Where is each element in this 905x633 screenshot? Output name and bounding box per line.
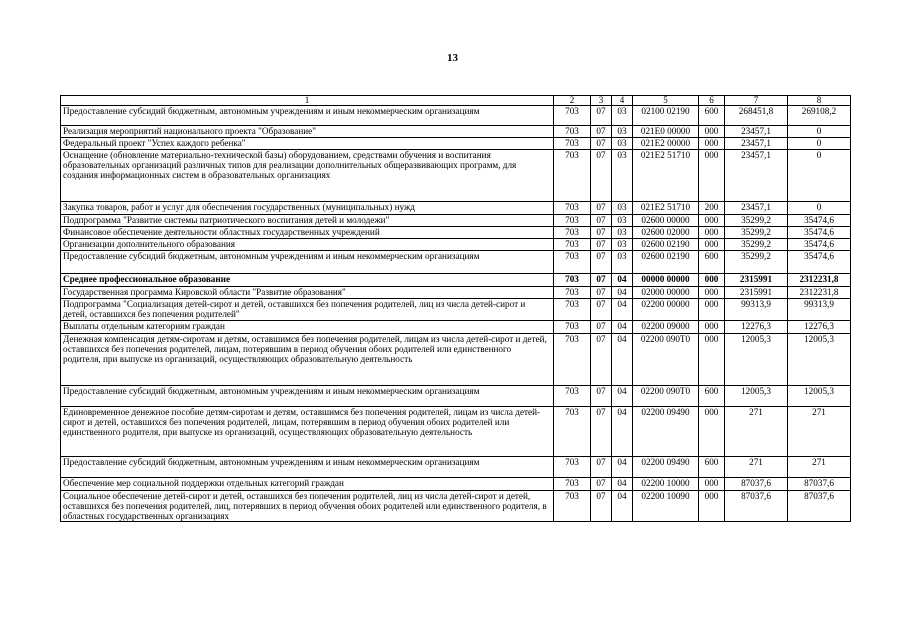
row-section-cell: 07 [591,215,612,227]
row-target-article-cell: 02600 02190 [633,251,699,274]
row-subsection-cell: 04 [612,407,633,457]
row-amount-year2-cell: 269108,2 [788,106,851,126]
row-amount-year2-cell: 0 [788,138,851,150]
row-subsection-cell: 04 [612,478,633,491]
row-expense-type-cell: 600 [699,457,725,478]
row-subsection-cell: 03 [612,251,633,274]
row-section-cell: 07 [591,407,612,457]
row-admin-code-cell: 703 [554,239,591,251]
header-cell-4: 4 [612,96,633,106]
row-subsection-cell: 03 [612,126,633,138]
row-section-cell: 07 [591,457,612,478]
row-expense-type-cell: 000 [699,299,725,321]
table-row [61,491,851,522]
row-amount-year2-cell: 12005,3 [788,386,851,407]
table-row [61,299,851,321]
row-amount-year1-cell: 35299,2 [725,215,788,227]
row-name-cell: Предоставление субсидий бюджетным, автономным учреждениям и иным некоммерческим организациям [61,106,554,126]
row-amount-year2-cell: 87037,6 [788,478,851,491]
row-section-cell: 07 [591,299,612,321]
row-target-article-cell: 02200 090Т0 [633,334,699,386]
row-amount-year2-cell: 12276,3 [788,321,851,334]
row-amount-year2-cell: 35474,6 [788,239,851,251]
row-amount-year2-cell: 271 [788,407,851,457]
row-amount-year1-cell: 35299,2 [725,227,788,239]
row-admin-code-cell: 703 [554,227,591,239]
row-expense-type-cell: 000 [699,407,725,457]
row-section-cell: 07 [591,202,612,215]
table-row [61,106,851,126]
row-admin-code-cell: 703 [554,106,591,126]
row-subsection-cell: 04 [612,491,633,522]
row-amount-year1-cell: 23457,1 [725,150,788,202]
row-admin-code-cell: 703 [554,274,591,287]
table-row [61,251,851,274]
row-section-cell: 07 [591,287,612,299]
row-amount-year1-cell: 35299,2 [725,239,788,251]
row-subsection-cell: 04 [612,386,633,407]
row-section-cell: 07 [591,334,612,386]
row-subsection-cell: 04 [612,287,633,299]
row-amount-year2-cell: 0 [788,126,851,138]
row-subsection-cell: 03 [612,150,633,202]
row-admin-code-cell: 703 [554,287,591,299]
row-admin-code-cell: 703 [554,478,591,491]
table-row [61,138,851,150]
header-cell-3: 3 [591,96,612,106]
row-section-cell: 07 [591,251,612,274]
table-row [61,407,851,457]
row-expense-type-cell: 000 [699,215,725,227]
row-amount-year2-cell: 271 [788,457,851,478]
row-name-cell: Среднее профессиональное образование [61,274,554,287]
row-section-cell: 07 [591,274,612,287]
table-row [61,215,851,227]
row-amount-year2-cell: 35474,6 [788,251,851,274]
row-section-cell: 07 [591,106,612,126]
row-amount-year1-cell: 87037,6 [725,491,788,522]
table-row [61,274,851,287]
row-amount-year1-cell: 12276,3 [725,321,788,334]
row-section-cell: 07 [591,386,612,407]
header-cell-7: 7 [725,96,788,106]
row-name-cell: Федеральный проект "Успех каждого ребенка" [61,138,554,150]
row-section-cell: 07 [591,239,612,251]
row-amount-year1-cell: 12005,3 [725,386,788,407]
row-target-article-cell: 02600 02190 [633,239,699,251]
row-amount-year2-cell: 35474,6 [788,215,851,227]
row-section-cell: 07 [591,491,612,522]
row-amount-year1-cell: 35299,2 [725,251,788,274]
table-row [61,239,851,251]
row-admin-code-cell: 703 [554,321,591,334]
row-admin-code-cell: 703 [554,138,591,150]
row-amount-year1-cell: 12005,3 [725,334,788,386]
row-section-cell: 07 [591,150,612,202]
row-amount-year2-cell: 0 [788,150,851,202]
table-row [61,202,851,215]
row-subsection-cell: 03 [612,202,633,215]
row-subsection-cell: 03 [612,239,633,251]
row-admin-code-cell: 703 [554,251,591,274]
row-subsection-cell: 04 [612,274,633,287]
row-amount-year2-cell: 0 [788,202,851,215]
row-section-cell: 07 [591,138,612,150]
row-amount-year1-cell: 2315991 [725,287,788,299]
row-target-article-cell: 021Е2 51710 [633,202,699,215]
row-amount-year2-cell: 35474,6 [788,227,851,239]
row-amount-year2-cell: 87037,6 [788,491,851,522]
row-target-article-cell: 021Е0 00000 [633,126,699,138]
row-name-cell: Подпрограмма "Развитие системы патриотического воспитания детей и молодежи" [61,215,554,227]
row-subsection-cell: 03 [612,138,633,150]
row-name-cell: Социальное обеспечение детей-сирот и детей, оставшихся без попечения родителей, лиц из числа детей-сирот и детей, оставшихся без попечения родителей, лиц, потерявших в период обучения обоих родителей или единственного родителя, в областных государственных организациях [61,491,554,522]
row-amount-year1-cell: 268451,8 [725,106,788,126]
row-section-cell: 07 [591,227,612,239]
table-row [61,227,851,239]
row-admin-code-cell: 703 [554,150,591,202]
row-amount-year2-cell: 99313,9 [788,299,851,321]
row-amount-year1-cell: 23457,1 [725,138,788,150]
budget-table [60,95,851,522]
row-target-article-cell: 02100 02190 [633,106,699,126]
row-name-cell: Организации дополнительного образования [61,239,554,251]
row-expense-type-cell: 000 [699,334,725,386]
row-target-article-cell: 02000 00000 [633,287,699,299]
row-amount-year2-cell: 2312231,8 [788,287,851,299]
row-amount-year1-cell: 23457,1 [725,202,788,215]
row-expense-type-cell: 000 [699,274,725,287]
row-name-cell: Обеспечение мер социальной поддержки отдельных категорий граждан [61,478,554,491]
row-name-cell: Реализация мероприятий национального проекта "Образование" [61,126,554,138]
row-name-cell: Предоставление субсидий бюджетным, автономным учреждениям и иным некоммерческим организациям [61,251,554,274]
row-name-cell: Предоставление субсидий бюджетным, автономным учреждениям и иным некоммерческим организациям [61,457,554,478]
row-expense-type-cell: 000 [699,126,725,138]
row-name-cell: Оснащение (обновление материально-технической базы) оборудованием, средствами обучения и воспитания образовательных организаций различных типов для реализации дополнительных общеразвивающих программ, для создания информационных систем в образовательных организациях [61,150,554,202]
row-section-cell: 07 [591,478,612,491]
row-admin-code-cell: 703 [554,126,591,138]
row-expense-type-cell: 000 [699,321,725,334]
row-expense-type-cell: 000 [699,287,725,299]
row-amount-year1-cell: 99313,9 [725,299,788,321]
row-subsection-cell: 04 [612,299,633,321]
row-expense-type-cell: 000 [699,478,725,491]
row-name-cell: Единовременное денежное пособие детям-сиротам и детям, оставшимся без попечения родителей, лицам из числа детей-сирот и детей, оставшихся без попечения родителей, лицам, потерявшим в период обучения обоих родителей или единственного родителя, при выпуске из организаций, осуществляющих образовательную деятельность [61,407,554,457]
row-admin-code-cell: 703 [554,457,591,478]
row-target-article-cell: 02200 09000 [633,321,699,334]
row-subsection-cell: 03 [612,215,633,227]
row-target-article-cell: 02200 090Т0 [633,386,699,407]
row-target-article-cell: 02200 10000 [633,478,699,491]
row-admin-code-cell: 703 [554,215,591,227]
budget-table-body [61,96,851,522]
row-subsection-cell: 04 [612,321,633,334]
page-number: 13 [447,52,458,64]
table-row [61,334,851,386]
row-subsection-cell: 03 [612,227,633,239]
row-expense-type-cell: 200 [699,202,725,215]
header-cell-1: 1 [61,96,554,106]
row-amount-year1-cell: 87037,6 [725,478,788,491]
row-admin-code-cell: 703 [554,407,591,457]
row-expense-type-cell: 000 [699,227,725,239]
row-target-article-cell: 02200 00000 [633,299,699,321]
row-target-article-cell: 02200 09490 [633,407,699,457]
row-expense-type-cell: 000 [699,150,725,202]
row-subsection-cell: 03 [612,106,633,126]
row-admin-code-cell: 703 [554,491,591,522]
header-cell-2: 2 [554,96,591,106]
row-amount-year1-cell: 271 [725,407,788,457]
row-expense-type-cell: 600 [699,251,725,274]
row-target-article-cell: 02600 02000 [633,227,699,239]
header-cell-6: 6 [699,96,725,106]
header-cell-5: 5 [633,96,699,106]
row-section-cell: 07 [591,321,612,334]
row-expense-type-cell: 000 [699,138,725,150]
row-expense-type-cell: 000 [699,239,725,251]
row-name-cell: Финансовое обеспечение деятельности областных государственных учреждений [61,227,554,239]
row-amount-year1-cell: 2315991 [725,274,788,287]
header-cell-8: 8 [788,96,851,106]
row-expense-type-cell: 000 [699,491,725,522]
row-target-article-cell: 021Е2 00000 [633,138,699,150]
row-target-article-cell: 02200 10090 [633,491,699,522]
row-section-cell: 07 [591,126,612,138]
row-admin-code-cell: 703 [554,299,591,321]
row-admin-code-cell: 703 [554,386,591,407]
row-target-article-cell: 00000 00000 [633,274,699,287]
table-row [61,287,851,299]
row-amount-year2-cell: 12005,3 [788,334,851,386]
row-amount-year1-cell: 23457,1 [725,126,788,138]
row-name-cell: Государственная программа Кировской области "Развитие образования" [61,287,554,299]
table-header-row [61,96,851,106]
table-row [61,126,851,138]
table-row [61,457,851,478]
row-target-article-cell: 021Е2 51710 [633,150,699,202]
row-admin-code-cell: 703 [554,202,591,215]
row-target-article-cell: 02600 00000 [633,215,699,227]
row-amount-year2-cell: 2312231,8 [788,274,851,287]
row-name-cell: Подпрограмма "Социализация детей-сирот и детей, оставшихся без попечения родителей, лиц из числа детей-сирот и детей, оставшихся без попечения родителей" [61,299,554,321]
table-row [61,150,851,202]
row-name-cell: Закупка товаров, работ и услуг для обеспечения государственных (муниципальных) нужд [61,202,554,215]
row-admin-code-cell: 703 [554,334,591,386]
table-row [61,321,851,334]
row-subsection-cell: 04 [612,334,633,386]
row-name-cell: Денежная компенсация детям-сиротам и детям, оставшимся без попечения родителей, лицам из числа детей-сирот и детей, оставшихся без попечения родителей, лицам, потерявшим в период обучения обоих родителей или единственного родителя, при выпуске из организаций, осуществляющих образовательную деятельность [61,334,554,386]
row-subsection-cell: 04 [612,457,633,478]
row-target-article-cell: 02200 09490 [633,457,699,478]
table-row [61,478,851,491]
row-expense-type-cell: 600 [699,106,725,126]
row-name-cell: Выплаты отдельным категориям граждан [61,321,554,334]
table-row [61,386,851,407]
row-amount-year1-cell: 271 [725,457,788,478]
row-name-cell: Предоставление субсидий бюджетным, автономным учреждениям и иным некоммерческим организациям [61,386,554,407]
row-expense-type-cell: 600 [699,386,725,407]
